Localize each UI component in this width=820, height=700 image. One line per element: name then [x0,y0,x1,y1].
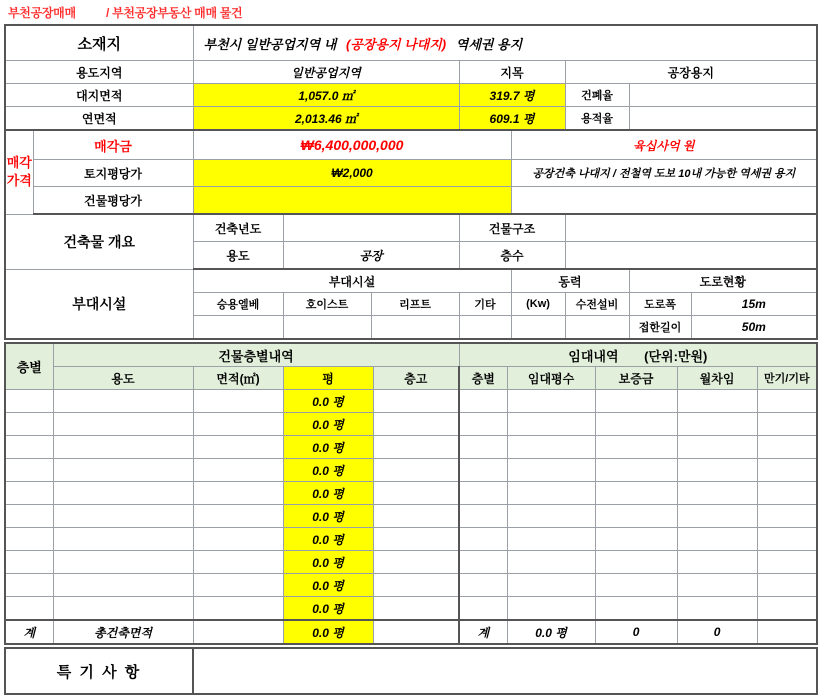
expiry-cell [757,390,817,413]
table-row [5,597,817,621]
pyeong-cell: 0.0 평 [283,551,373,574]
row-sale-price [5,130,817,160]
floor-total-label: 계 [5,620,53,644]
height-cell [373,482,459,505]
location-value-highlight: (공장용지 나대지) [345,36,447,52]
row-totals [5,620,817,644]
lease-area-cell [507,390,595,413]
power-label: 동력 [511,269,629,293]
deposit-cell [595,436,677,459]
use-cell [53,390,193,413]
rent-cell [677,505,757,528]
rent-cell [677,436,757,459]
zoning-value: 일반공업지역 [193,61,459,84]
total-floor-area-pyeong: 609.1 평 [459,107,565,131]
jimok-label: 지목 [459,61,565,84]
lease-total-area: 0.0 평 [507,620,595,644]
location-value-part1: 부천시 일반공업지역 내 [203,36,337,52]
floor-cell [5,505,53,528]
floor-cell [5,597,53,621]
col-deposit: 보증금 [595,367,677,390]
land-unit-price-value: ₩2,000 [193,160,511,187]
lease-floor-cell [459,528,507,551]
road-length-label: 접한길이 [629,316,691,340]
use-cell [53,505,193,528]
building-overview-label: 건축물 개요 [5,214,193,269]
expiry-cell [757,597,817,621]
table-row [5,459,817,482]
expiry-cell [757,528,817,551]
expiry-cell [757,505,817,528]
header-left-text: 부천공장매매 [8,6,76,20]
etc-label: 기타 [459,293,511,316]
floors-value [565,242,817,270]
notes-value [193,648,817,694]
lease-floor-cell [459,436,507,459]
expiry-cell [757,574,817,597]
row-column-headers [5,367,817,390]
land-area-pyeong: 319.7 평 [459,84,565,107]
deposit-cell [595,482,677,505]
deposit-cell [595,459,677,482]
sale-price-text: 육십사억 원 [511,130,817,160]
row-building-unit-price [5,187,817,215]
lease-area-cell [507,482,595,505]
floor-cell [5,574,53,597]
kw-label: (Kw) [511,293,565,316]
lease-area-cell [507,574,595,597]
lease-floor-cell [459,482,507,505]
expiry-cell [757,459,817,482]
land-area-label: 대지면적 [5,84,193,107]
row-land-unit-price [5,160,817,187]
lease-floor-cell [459,413,507,436]
lease-area-cell [507,413,595,436]
row-zoning [5,61,817,84]
col-area: 면적(㎡) [193,367,283,390]
notes-label: 특 기 사 항 [5,648,193,694]
deposit-cell [595,413,677,436]
lease-table-title [459,343,817,367]
building-coverage-label: 건폐율 [565,84,629,107]
rent-cell [677,482,757,505]
deposit-cell [595,551,677,574]
height-cell [373,436,459,459]
table-row [5,574,817,597]
price-group-label-line2: 가격 [6,173,32,189]
lease-floor-cell [459,505,507,528]
land-unit-price-note: 공장건축 나대지 / 전철역 도보 10내 가능한 역세권 용지 [511,160,817,187]
build-year-value [283,214,459,242]
row-section-titles [5,343,817,367]
use-value: 공장 [283,242,459,270]
col-lease-area: 임대평수 [507,367,595,390]
lease-area-cell [507,528,595,551]
water-facility-value [565,316,629,340]
header-right-text: / 부천공장부동산 매매 물건 [106,6,243,20]
col-lease-floor: 층별 [459,367,507,390]
row-location [5,25,817,61]
jimok-value: 공장용지 [565,61,817,84]
table-row [5,505,817,528]
floor-col-label: 층별 [5,343,53,390]
row-total-floor-area [5,107,817,131]
floor-cell [5,528,53,551]
road-width-label: 도로폭 [629,293,691,316]
use-cell [53,413,193,436]
rent-cell [677,551,757,574]
floor-cell [5,413,53,436]
pyeong-cell: 0.0 평 [283,528,373,551]
sale-price-value: ₩6,400,000,000 [193,130,511,160]
lift-label: 리프트 [371,293,459,316]
col-pyeong: 평 [283,367,373,390]
lease-floor-cell [459,459,507,482]
area-cell [193,390,283,413]
deposit-cell [595,528,677,551]
elevator-label: 승용엘베 [193,293,283,316]
structure-label: 건물구조 [459,214,565,242]
sale-price-label: 매각금 [33,130,193,160]
lease-unit-note: (단위:만원) [644,348,708,364]
facilities-label: 부대시설 [5,269,193,339]
etc-value [459,316,511,340]
building-coverage-value [629,84,817,107]
height-cell [373,413,459,436]
rent-cell [677,413,757,436]
floor-total-pyeong: 0.0 평 [283,620,373,644]
lease-total-etc [757,620,817,644]
floor-cell [5,551,53,574]
area-cell [193,459,283,482]
use-label: 용도 [193,242,283,270]
floor-table-title: 건물층별내역 [53,343,459,367]
building-unit-price-label: 건물평당가 [33,187,193,215]
floor-cell [5,459,53,482]
floor-total-height [373,620,459,644]
expiry-cell [757,551,817,574]
lift-value [371,316,459,340]
lease-area-cell [507,551,595,574]
lease-floor-cell [459,390,507,413]
lease-area-cell [507,597,595,621]
price-group-label [5,130,33,214]
pyeong-cell: 0.0 평 [283,482,373,505]
area-cell [193,482,283,505]
area-cell [193,505,283,528]
zoning-label: 용도지역 [5,61,193,84]
elevator-value [193,316,283,340]
height-cell [373,459,459,482]
floor-total-area [193,620,283,644]
rent-cell [677,574,757,597]
use-cell [53,482,193,505]
table-row [5,413,817,436]
rent-cell [677,597,757,621]
height-cell [373,574,459,597]
use-cell [53,459,193,482]
height-cell [373,390,459,413]
table-row [5,436,817,459]
col-expiry: 만기/기타 [757,367,817,390]
row-land-area [5,84,817,107]
use-cell [53,551,193,574]
table-row [5,390,817,413]
area-cell [193,413,283,436]
build-year-label: 건축년도 [193,214,283,242]
total-floor-area-value: 2,013.46 ㎡ [193,107,459,131]
total-floor-area-label: 연면적 [5,107,193,131]
pyeong-cell: 0.0 평 [283,459,373,482]
lease-title-text: 임대내역 [568,348,619,364]
location-value-part2: 역세권 용지 [455,36,523,52]
row-notes [5,648,817,694]
floor-area-ratio-value [629,107,817,131]
facilities-group-label: 부대시설 [193,269,511,293]
pyeong-cell: 0.0 평 [283,436,373,459]
floor-cell [5,436,53,459]
area-cell [193,436,283,459]
page-header [0,0,820,24]
kw-value [511,316,565,340]
lease-area-cell [507,459,595,482]
floors-label: 층수 [459,242,565,270]
area-cell [193,574,283,597]
height-cell [373,551,459,574]
notes-table [4,647,818,695]
table-row [5,528,817,551]
row-building-year [5,214,817,242]
height-cell [373,597,459,621]
floor-area-ratio-label: 용적율 [565,107,629,131]
deposit-cell [595,390,677,413]
building-unit-price-note [511,187,817,215]
use-cell [53,574,193,597]
price-group-label-line1: 매각 [6,155,32,171]
height-cell [373,528,459,551]
col-use: 용도 [53,367,193,390]
lease-total-rent: 0 [677,620,757,644]
water-facility-label: 수전설비 [565,293,629,316]
expiry-cell [757,413,817,436]
row-facility-head [5,269,817,293]
height-cell [373,505,459,528]
property-sheet [4,24,818,340]
road-width-value: 15m [691,293,817,316]
lease-floor-cell [459,597,507,621]
lease-floor-cell [459,574,507,597]
deposit-cell [595,505,677,528]
use-cell [53,597,193,621]
location-value [193,25,817,61]
lease-total-label: 계 [459,620,507,644]
building-unit-price-value [193,187,511,215]
lease-total-deposit: 0 [595,620,677,644]
pyeong-cell: 0.0 평 [283,390,373,413]
structure-value [565,214,817,242]
road-length-value: 50m [691,316,817,340]
lease-area-cell [507,505,595,528]
rent-cell [677,528,757,551]
land-unit-price-label: 토지평당가 [33,160,193,187]
expiry-cell [757,436,817,459]
pyeong-cell: 0.0 평 [283,574,373,597]
use-cell [53,436,193,459]
deposit-cell [595,574,677,597]
area-cell [193,551,283,574]
pyeong-cell: 0.0 평 [283,597,373,621]
lease-floor-cell [459,551,507,574]
lease-area-cell [507,436,595,459]
table-row [5,551,817,574]
area-cell [193,597,283,621]
deposit-cell [595,597,677,621]
hoist-label: 호이스트 [283,293,371,316]
table-row [5,482,817,505]
pyeong-cell: 0.0 평 [283,413,373,436]
location-label: 소재지 [5,25,193,61]
rent-cell [677,459,757,482]
floor-and-lease-table [4,342,818,645]
area-cell [193,528,283,551]
road-status-label: 도로현황 [629,269,817,293]
expiry-cell [757,482,817,505]
rent-cell [677,390,757,413]
land-area-value: 1,057.0 ㎡ [193,84,459,107]
col-rent: 월차임 [677,367,757,390]
pyeong-cell: 0.0 평 [283,505,373,528]
floor-cell [5,390,53,413]
floor-total-use: 총건축면적 [53,620,193,644]
floor-cell [5,482,53,505]
col-height: 층고 [373,367,459,390]
hoist-value [283,316,371,340]
use-cell [53,528,193,551]
